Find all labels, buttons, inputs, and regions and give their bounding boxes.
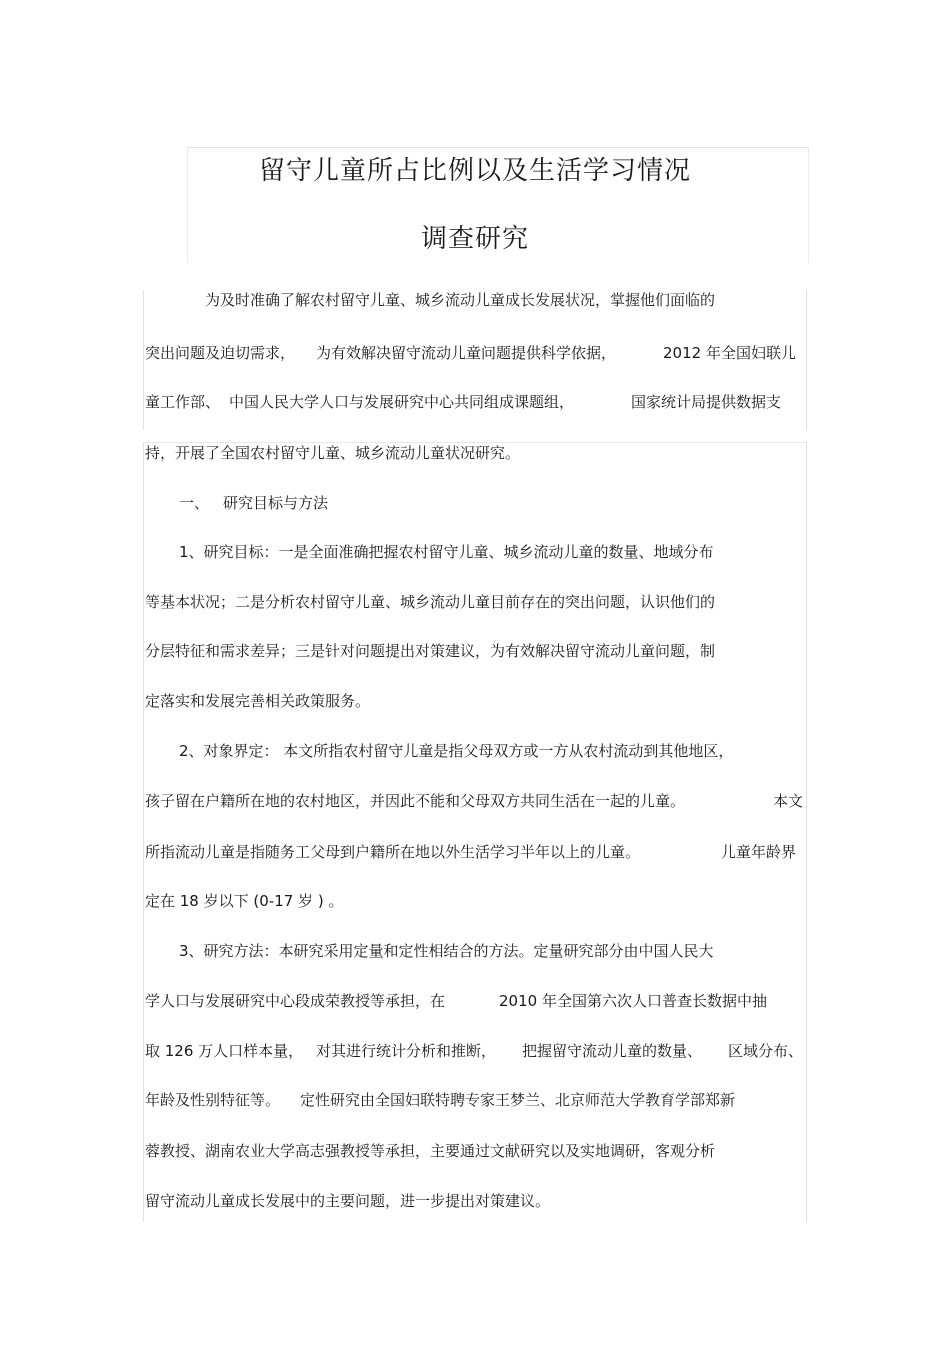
text-line: 取 126 万人口样本量， 对其进行统计分析和推断， 把握留守流动儿童的数量、 区域分布、 <box>145 1042 804 1060</box>
text-line: 所指流动儿童是指随务工父母到户籍所在地以外生活学习半年以上的儿童。 儿童年龄界 <box>145 843 797 861</box>
text-line: 定在 18 岁以下 (0-17 岁 ) 。 <box>145 892 344 910</box>
text-line: 蓉教授、湖南农业大学高志强教授等承担，主要通过文献研究以及实地调研，客观分析 <box>145 1142 716 1160</box>
text-line: 持，开展了全国农村留守儿童、城乡流动儿童状况研究。 <box>145 444 521 462</box>
section-heading: 一、 研究目标与方法 <box>179 494 329 512</box>
text-line: 2、对象界定： 本文所指农村留守儿童是指父母双方或一方从农村流动到其他地区， <box>179 742 734 760</box>
text-line: 留守流动儿童成长发展中的主要问题，进一步提出对策建议。 <box>145 1192 551 1210</box>
text-line: 童工作部、 中国人民大学人口与发展研究中心共同组成课题组， 国家统计局提供数据支 <box>145 393 782 411</box>
text-line: 等基本状况；二是分析农村留守儿童、城乡流动儿童目前存在的突出问题，认识他们的 <box>145 593 716 611</box>
text-line: 分层特征和需求差异；三是针对问题提出对策建议，为有效解决留守流动儿童问题，制 <box>145 642 716 660</box>
text-line: 学人口与发展研究中心段成荣教授等承担，在 2010 年全国第六次人口普查长数据中抽 <box>145 992 767 1010</box>
text-line: 3、研究方法：本研究采用定量和定性相结合的方法。定量研究部分由中国人民大 <box>179 942 714 960</box>
frame-rule <box>143 290 144 430</box>
text-line: 1、研究目标：一是全面准确把握农村留守儿童、城乡流动儿童的数量、地域分布 <box>179 543 714 561</box>
text-line: 年龄及性别特征等。 定性研究由全国妇联特聘专家王梦兰、北京师范大学教育学部郑新 <box>145 1091 736 1109</box>
text-line: 定落实和发展完善相关政策服务。 <box>145 692 371 710</box>
text-line: 为及时准确了解农村留守儿童、城乡流动儿童成长发展状况，掌握他们面临的 <box>205 291 716 309</box>
document-title-line-2: 调查研究 <box>420 224 529 254</box>
text-line: 突出问题及迫切需求， 为有效解决留守流动儿童问题提供科学依据， 2012 年全国妇联儿 <box>145 344 796 362</box>
text-line: 孩子留在户籍所在地的农村地区，并因此不能和父母双方共同生活在一起的儿童。 本文 <box>145 792 804 810</box>
frame-rule <box>143 442 144 1222</box>
document-title-line-1: 留守儿童所占比例以及生活学习情况 <box>258 156 691 186</box>
